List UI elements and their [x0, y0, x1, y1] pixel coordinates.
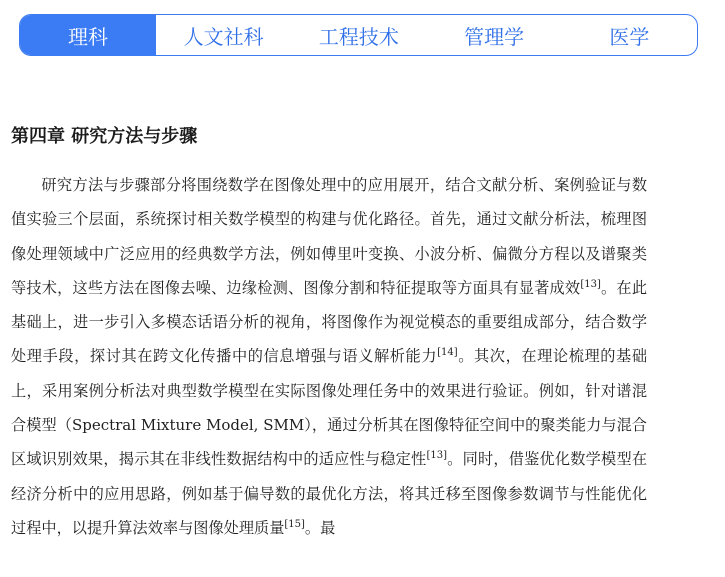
- citation-ref: [13]: [426, 450, 447, 462]
- citation-ref: [15]: [284, 518, 305, 530]
- body-paragraph: [11, 168, 647, 545]
- paragraph-text: 。其次，在理论梳理的基础上，采用案例分析法对典型数学模型在实际图像处理任务中的效果进行验证。例如，针对谱混合模型（: [11, 347, 647, 435]
- paragraph-text: 。在此基础上，进一步引入多模态话语分析的视角，将图像作为视觉模态的重要组成部分，结合数学处理手段，探讨其在跨文化传播中的信息增强与语义解析能力: [11, 278, 648, 366]
- citation-ref: [14]: [437, 347, 458, 359]
- tab-engineering[interactable]: 工程技术: [318, 24, 399, 49]
- model-name: Spectral Mixture Model, SMM: [71, 416, 305, 435]
- paragraph-text: 。最: [304, 518, 336, 537]
- tab-humanities-social-sciences[interactable]: 人文社科: [183, 24, 264, 49]
- citation-ref: [13]: [580, 278, 601, 290]
- paragraph-text: 。同时，借鉴优化数学模型在经济分析中的应用思路，例如基于偏导数的最优化方法，将其迁移至图像参数调节与性能优化过程中，以提升算法效率与图像处理质量: [11, 450, 648, 537]
- tab-science[interactable]: 理科: [20, 15, 156, 55]
- subject-tab-bar: [19, 14, 698, 56]
- tab-management[interactable]: 管理学: [464, 24, 525, 49]
- tab-medicine[interactable]: 医学: [609, 24, 650, 49]
- paragraph-text: ），通过分析其在图像特征空间中的聚类能力与混合区域识别效果，揭示其在非线性数据结构中的适应性与稳定性: [11, 416, 647, 469]
- paragraph-text: 研究方法与步骤部分将围绕数学在图像处理中的应用展开，结合文献分析、案例验证与数值实验三个层面，系统探讨相关数学模型的构建与优化路径。首先，通过文献分析法，梳理图像处理领域中广泛应用的经典数学方法，例如傅里叶变换、小波分析、偏微分方程以及谱聚类等技术，这些方法在图像去噪、边缘检测、图像分割和特征提取等方面具有显著成效: [11, 176, 647, 297]
- chapter-title: 第四章 研究方法与步骤: [11, 126, 198, 147]
